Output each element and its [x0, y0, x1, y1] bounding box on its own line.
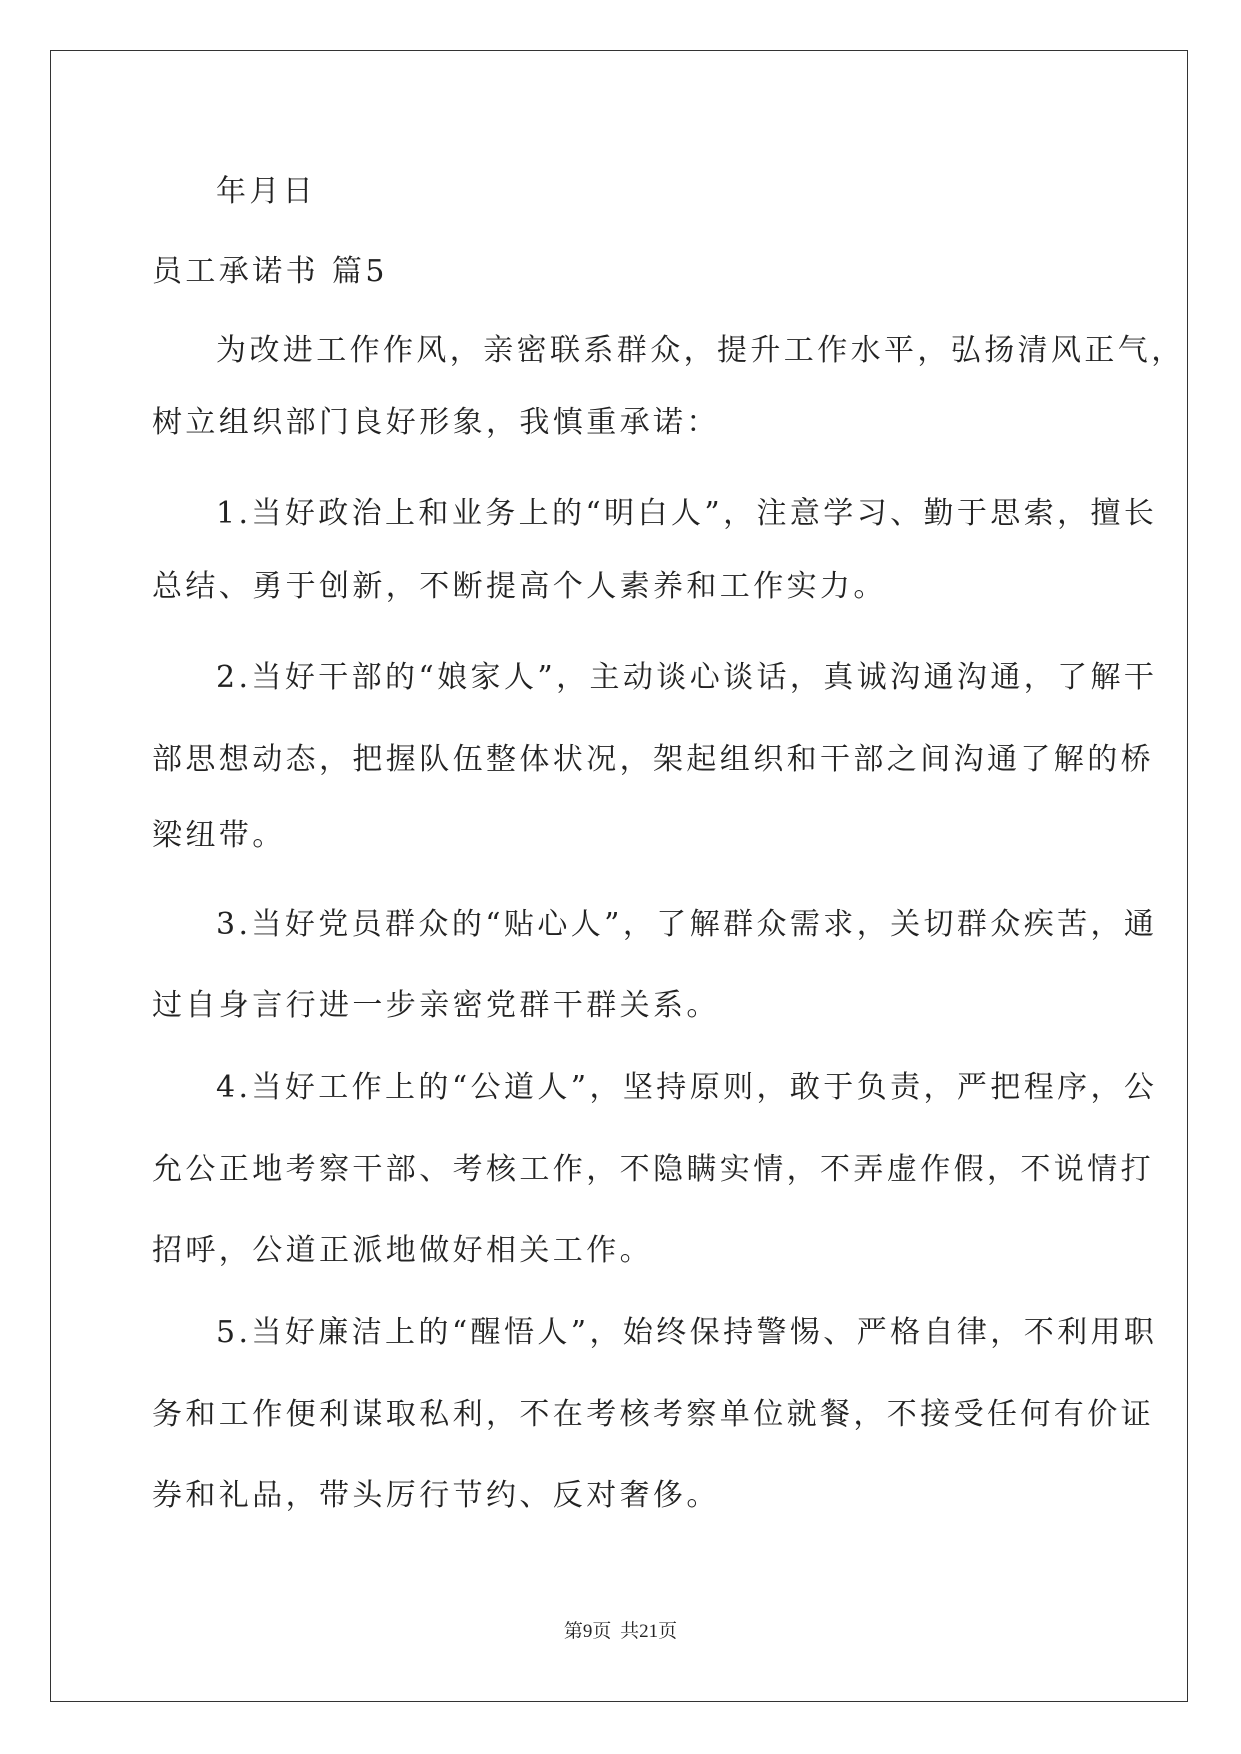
paragraph-3-line-1: 2.当好干部的“娘家人”，主动谈心谈话，真诚沟通沟通，了解干 [216, 660, 1158, 695]
paragraph-1-line-1: 为改进工作作风，亲密联系群众，提升工作水平，弘扬清风正气， [216, 333, 1185, 368]
date-line: 年月日 [216, 174, 317, 209]
paragraph-5-line-3: 招呼，公道正派地做好相关工作。 [152, 1233, 653, 1268]
paragraph-3-line-3: 梁纽带。 [152, 818, 286, 853]
section-heading: 员工承诺书 篇5 [152, 254, 388, 289]
page-number: 第9页 [563, 1621, 612, 1642]
page-border [50, 50, 1188, 1702]
page-footer [0, 1620, 1241, 1644]
paragraph-6-line-3: 券和礼品，带头厉行节约、反对奢侈。 [152, 1478, 720, 1513]
paragraph-6-line-2: 务和工作便利谋取私利，不在考核考察单位就餐，不接受任何有价证 [152, 1397, 1154, 1432]
paragraph-6-line-1: 5.当好廉洁上的“醒悟人”，始终保持警惕、严格自律，不利用职 [216, 1315, 1158, 1350]
paragraph-2-line-1: 1.当好政治上和业务上的“明白人”，注意学习、勤于思索，擅长 [216, 496, 1158, 531]
paragraph-4-line-2: 过自身言行进一步亲密党群干群关系。 [152, 988, 720, 1023]
paragraph-2-line-2: 总结、勇于创新，不断提高个人素养和工作实力。 [152, 569, 887, 604]
paragraph-1-line-2: 树立组织部门良好形象，我慎重承诺： [152, 405, 720, 440]
paragraph-5-line-2: 允公正地考察干部、考核工作，不隐瞒实情，不弄虚作假，不说情打 [152, 1152, 1154, 1187]
paragraph-3-line-2: 部思想动态，把握队伍整体状况，架起组织和干部之间沟通了解的桥 [152, 742, 1154, 777]
page-total: 共21页 [620, 1621, 678, 1642]
paragraph-5-line-1: 4.当好工作上的“公道人”，坚持原则，敢于负责，严把程序，公 [216, 1070, 1158, 1105]
paragraph-4-line-1: 3.当好党员群众的“贴心人”，了解群众需求，关切群众疾苦，通 [216, 907, 1158, 942]
